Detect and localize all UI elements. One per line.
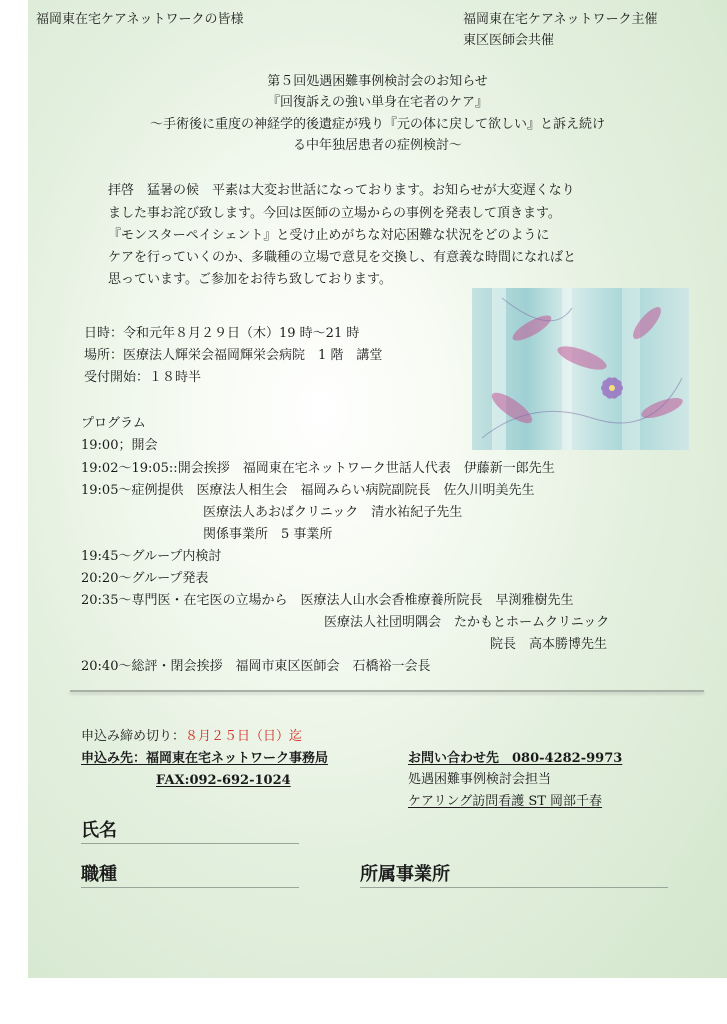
program-item: 19:00；開会 — [81, 438, 158, 453]
program-item: 20:40〜総評・閉会挨拶 福岡市東区医師会 石橋裕一会長 — [81, 659, 431, 674]
body-line: 拝啓 猛暑の候 平素は大変お世話になっております。お知らせが大変遅くなり — [108, 183, 575, 198]
occupation-field-line — [81, 887, 299, 888]
event-place: 場所：医療法人輝栄会福岡輝栄会病院 1 階 講堂 — [84, 348, 383, 363]
program-item: 19:45〜グループ内検討 — [81, 549, 222, 564]
body-line: 『モンスターペイシェント』と受け止めがちな対応困難な状況をどのように — [108, 228, 550, 243]
organizer: 福岡東在宅ケアネットワーク主催 — [463, 12, 658, 27]
flyer-sheet — [28, 0, 727, 978]
deadline-label: 申込み締め切り： — [81, 729, 186, 744]
event-datetime: 日時：令和元年８月２９日（木）19 時〜21 時 — [84, 326, 360, 341]
title-line-3: 〜手術後に重度の神経学的後遺症が残り『元の体に戻して欲しい』と訴え続け — [149, 117, 605, 132]
program-item: 20:20〜グループ発表 — [81, 571, 209, 586]
contact-phone: お問い合わせ先 080-4282-9973 — [408, 751, 623, 766]
fax-number: FAX:092-692-1024 — [156, 773, 291, 788]
body-line: ケアを行っていくのか、多職種の立場で意見を交換し、有意義な時間になればと — [108, 250, 577, 265]
title-line-2: 『回復訴えの強い単身在宅者のケア』 — [266, 95, 488, 110]
reception-time: 受付開始：１８時半 — [84, 370, 202, 385]
program-item: 医療法人あおばクリニック 清水祐紀子先生 — [203, 505, 463, 520]
name-field-label: 氏名 — [81, 820, 117, 841]
affiliation-field-label: 所属事業所 — [360, 864, 450, 885]
program-item: 院長 高本勝博先生 — [490, 637, 608, 652]
program-item: 19:05〜症例提供 医療法人相生会 福岡みらい病院副院長 佐久川明美先生 — [81, 483, 535, 498]
contact-person: ケアリング訪問看護 ST 岡部千春 — [408, 794, 603, 809]
cosponsor: 東区医師会共催 — [463, 33, 555, 48]
affiliation-field-line — [360, 887, 668, 888]
name-field-line — [81, 843, 299, 844]
application-to: 申込み先：福岡東在宅ネットワーク事務局 — [81, 751, 329, 766]
title-line-4: る中年独居患者の症例検討〜 — [292, 138, 462, 153]
program-item: 20:35〜専門医・在宅医の立場から 医療法人山水会香椎療養所院長 早渕雅樹先生 — [81, 593, 574, 608]
addressee: 福岡東在宅ケアネットワークの皆様 — [36, 12, 244, 27]
program-item: 医療法人社団明隅会 たかもとホームクリニック — [324, 615, 610, 630]
contact-department: 処遇困難事例検討会担当 — [408, 772, 552, 787]
program-item: 19:02〜19:05::開会挨拶 福岡東在宅ネットワーク世話人代表 伊藤新一郎先生 — [81, 461, 555, 476]
program-heading: プログラム — [81, 416, 146, 431]
body-line: 思っています。ご参加をお待ち致しております。 — [108, 272, 392, 287]
program-item: 関係事業所 5 事業所 — [203, 527, 333, 542]
deadline-date: ８月２５日（日）迄 — [185, 729, 303, 744]
section-divider — [70, 690, 704, 692]
deadline — [81, 728, 302, 745]
occupation-field-label: 職種 — [81, 864, 117, 885]
title-line-1: 第５回処遇困難事例検討会のお知らせ — [267, 74, 488, 89]
body-line: ました事お詫び致します。今回は医師の立場からの事例を発表して頂きます。 — [108, 206, 561, 221]
decorative-flower-image — [472, 288, 689, 450]
